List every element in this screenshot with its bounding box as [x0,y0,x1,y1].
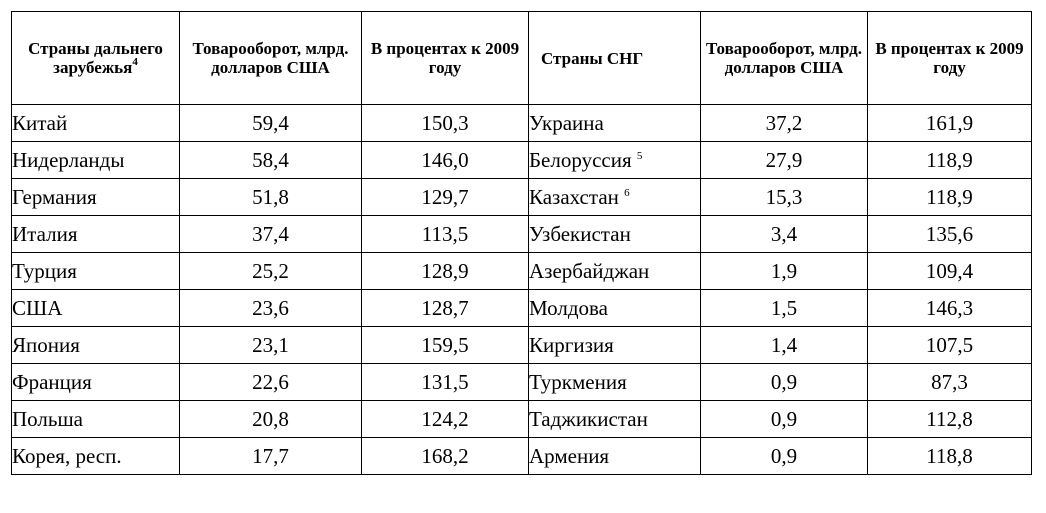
far-country-cell-text: Корея, респ. [12,444,122,468]
far-country-cell-text: Нидерланды [12,148,125,172]
far-turnover-cell [180,253,362,290]
cis-percent-cell [868,216,1032,253]
far-country-cell [12,142,180,179]
far-percent-cell [362,253,529,290]
far-country-cell-text: Китай [12,111,68,135]
far-country-cell-text: Турция [12,259,77,283]
cis-percent-cell [868,364,1032,401]
header-far-countries [12,12,180,105]
cis-percent-cell-text: 161,9 [925,111,974,135]
far-country-cell [12,105,180,142]
cis-percent-cell [868,438,1032,475]
far-percent-cell-text: 124,2 [421,407,469,431]
far-percent-cell [362,142,529,179]
table-row [12,253,1032,290]
cis-country-cell [529,327,701,364]
cis-percent-cell [868,290,1032,327]
trade-table [11,11,1032,475]
far-country-cell-text: Германия [12,185,97,209]
cis-turnover-cell [701,142,868,179]
cis-country-cell [529,179,701,216]
table-row [12,179,1032,216]
header-cis-countries: Страны СНГ [529,12,701,105]
far-turnover-cell-text: 23,6 [252,296,289,320]
cis-turnover-cell [701,327,868,364]
cis-percent-cell [868,105,1032,142]
cis-percent-cell-text: 118,9 [926,185,973,209]
cis-country-cell [529,438,701,475]
far-turnover-cell [180,179,362,216]
cis-turnover-cell-text: 15,3 [765,185,803,209]
far-percent-cell-text: 168,2 [421,444,469,468]
cis-country-cell-text: Украина [529,111,604,135]
cis-percent-cell-text: 118,8 [926,444,973,468]
cis-turnover-cell [701,253,868,290]
cis-percent-cell-text: 118,9 [926,148,973,172]
far-country-cell [12,179,180,216]
cis-country-cell-text: Таджикистан [529,407,648,431]
far-percent-cell [362,364,529,401]
far-percent-cell-text: 129,7 [421,185,469,209]
far-turnover-cell [180,142,362,179]
far-turnover-cell-text: 23,1 [252,333,289,357]
far-percent-cell [362,179,529,216]
far-percent-cell-text: 146,0 [421,148,469,172]
header-far-countries-label: Страны дальнего зарубежья [28,39,163,77]
cis-country-cell-text: Казахстан [529,185,619,209]
cis-percent-cell [868,253,1032,290]
far-percent-cell-text: 159,5 [421,333,469,357]
far-country-cell [12,253,180,290]
far-turnover-cell [180,290,362,327]
cis-turnover-cell [701,438,868,475]
cis-percent-cell-text: 135,6 [925,222,974,246]
header-turnover-far: Товарооборот, млрд. долларов США [180,12,362,105]
far-percent-cell [362,290,529,327]
far-turnover-cell-text: 58,4 [252,148,289,172]
far-percent-cell [362,401,529,438]
header-row [12,12,1032,105]
far-country-cell-text: Франция [12,370,92,394]
cis-turnover-cell-text: 0,9 [770,444,798,468]
far-turnover-cell [180,438,362,475]
cis-country-cell [529,105,701,142]
cis-country-cell [529,216,701,253]
cis-percent-cell [868,327,1032,364]
far-turnover-cell-text: 51,8 [252,185,289,209]
far-percent-cell-text: 131,5 [421,370,469,394]
far-country-cell [12,216,180,253]
far-turnover-cell [180,401,362,438]
cis-percent-cell-text: 107,5 [925,333,974,357]
footnote-marker: 5 [636,150,643,162]
table-row [12,327,1032,364]
cis-turnover-cell [701,216,868,253]
header-percent-far: В процентах к 2009 году [362,12,529,105]
footnote-marker: 4 [132,56,138,68]
cis-country-cell [529,142,701,179]
table-row [12,216,1032,253]
cis-percent-cell-text: 87,3 [931,370,968,394]
far-turnover-cell-text: 37,4 [252,222,289,246]
far-percent-cell [362,438,529,475]
cis-country-cell-text: Молдова [529,296,608,320]
cis-percent-cell-text: 146,3 [925,296,974,320]
far-percent-cell [362,105,529,142]
far-country-cell [12,364,180,401]
cis-percent-cell [868,142,1032,179]
far-country-cell-text: Япония [12,333,80,357]
footnote-marker: 6 [624,187,630,199]
cis-percent-cell [868,401,1032,438]
cis-turnover-cell-text: 0,9 [770,370,798,394]
far-turnover-cell-text: 59,4 [252,111,289,135]
cis-turnover-cell-text: 1,5 [770,296,798,320]
far-turnover-cell-text: 22,6 [252,370,289,394]
cis-country-cell [529,401,701,438]
far-percent-cell [362,327,529,364]
far-country-cell-text: США [12,296,63,320]
table-body [12,105,1032,475]
cis-country-cell-text: Армения [529,444,610,468]
table-row [12,364,1032,401]
far-turnover-cell [180,364,362,401]
far-country-cell-text: Италия [12,222,78,246]
cis-percent-cell-text: 109,4 [925,259,974,283]
table-row [12,401,1032,438]
far-country-cell-text: Польша [12,407,83,431]
cis-country-cell-text: Узбекистан [529,222,631,246]
far-percent-cell-text: 128,7 [421,296,469,320]
cis-country-cell [529,364,701,401]
far-percent-cell-text: 113,5 [421,222,469,246]
cis-country-cell-text: Белоруссия [529,148,632,172]
header-turnover-cis: Товарооборот, млрд. долларов США [701,12,868,105]
cis-turnover-cell [701,105,868,142]
far-country-cell [12,327,180,364]
far-turnover-cell-text: 17,7 [252,444,289,468]
far-turnover-cell-text: 25,2 [252,259,289,283]
header-percent-cis: В процентах к 2009 году [868,12,1032,105]
table-row [12,105,1032,142]
cis-country-cell-text: Азербайджан [529,259,650,283]
cis-country-cell [529,253,701,290]
far-turnover-cell [180,216,362,253]
cis-turnover-cell-text: 1,9 [770,259,798,283]
cis-turnover-cell-text: 27,9 [765,148,803,172]
far-turnover-cell-text: 20,8 [252,407,289,431]
far-percent-cell-text: 150,3 [421,111,469,135]
cis-country-cell-text: Туркмения [529,370,627,394]
cis-country-cell-text: Киргизия [529,333,614,357]
table-row [12,290,1032,327]
cis-turnover-cell-text: 37,2 [765,111,803,135]
table-row [12,438,1032,475]
cis-turnover-cell [701,290,868,327]
cis-turnover-cell-text: 0,9 [770,407,798,431]
far-country-cell [12,438,180,475]
far-turnover-cell [180,105,362,142]
cis-turnover-cell [701,364,868,401]
far-percent-cell-text: 128,9 [421,259,469,283]
cis-turnover-cell-text: 1,4 [770,333,798,357]
cis-turnover-cell [701,179,868,216]
cis-percent-cell [868,179,1032,216]
far-country-cell [12,401,180,438]
far-percent-cell [362,216,529,253]
table-row [12,142,1032,179]
cis-percent-cell-text: 112,8 [926,407,973,431]
cis-turnover-cell [701,401,868,438]
cis-country-cell [529,290,701,327]
far-turnover-cell [180,327,362,364]
cis-turnover-cell-text: 3,4 [770,222,798,246]
far-country-cell [12,290,180,327]
